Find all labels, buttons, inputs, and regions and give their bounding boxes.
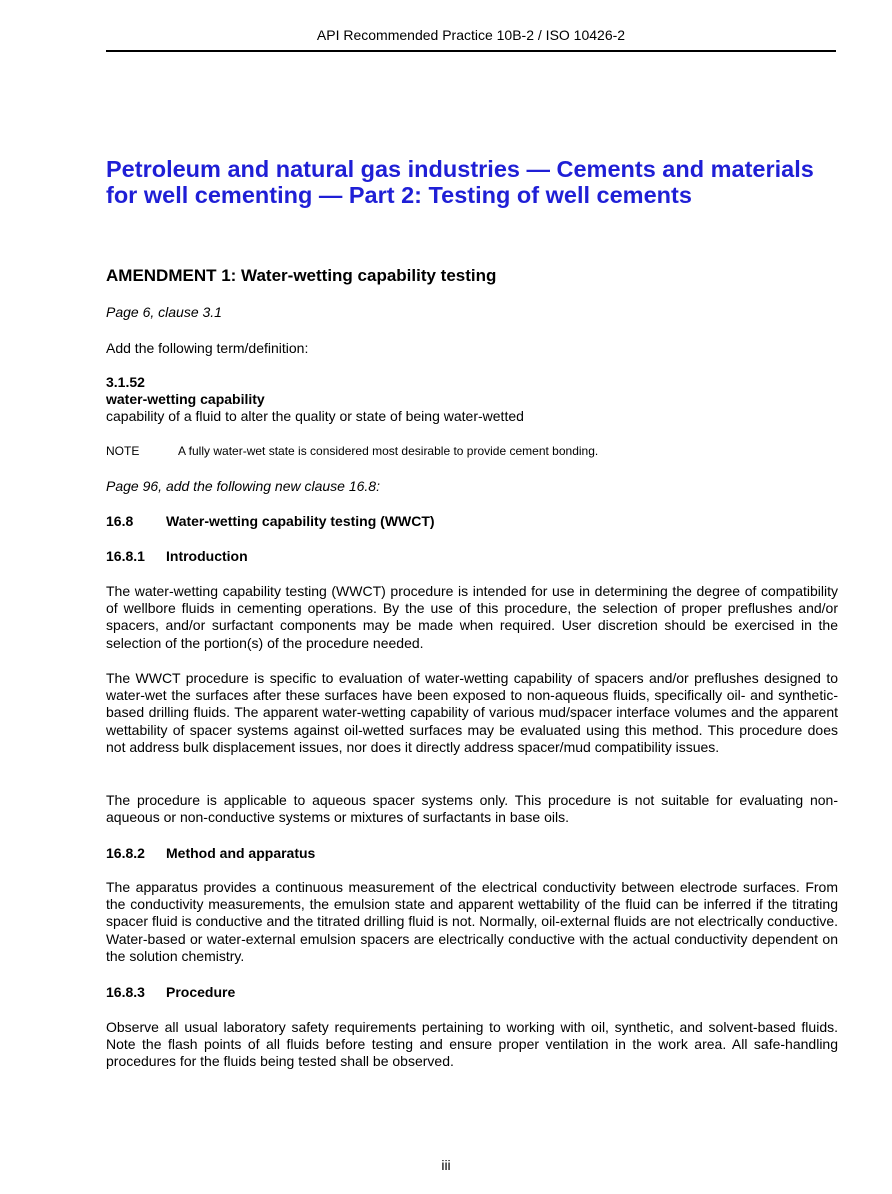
section-number: 16.8	[106, 513, 134, 529]
amendment-heading: AMENDMENT 1: Water-wetting capability testing	[106, 266, 497, 285]
document-title: Petroleum and natural gas industries — Cements and materials for well cementing — Part 2: Testing of well cements	[106, 156, 814, 208]
note-text: A fully water-wet state is considered most desirable to provide cement bonding.	[178, 444, 599, 458]
section-number: 16.8.3	[106, 984, 145, 1000]
note-label: NOTE	[106, 444, 140, 458]
paragraph-intro-3: The procedure is applicable to aqueous spacer systems only. This procedure is not suitable for evaluating non-aqueous or non-conductive systems or mixtures of surfactants in base oils.	[106, 792, 838, 826]
term-number: 3.1.52	[106, 374, 145, 390]
term-definition: capability of a fluid to alter the quality or state of being water-wetted	[106, 408, 524, 425]
section-number: 16.8.1	[106, 548, 145, 564]
paragraph-intro-1: The water-wetting capability testing (WWCT) procedure is intended for use in determining the degree of compatibility of wellbore fluids in cementing operations. By the use of this procedure, the selection of proper preflushes and/or spacers, and/or surfactant components may be made when required. User discretion should be exercised in the selection of the portion(s) of the procedure needed.	[106, 583, 838, 651]
section-heading-16-8-1	[106, 548, 838, 565]
section-title: Method and apparatus	[166, 845, 316, 861]
term-name: water-wetting capability	[106, 391, 265, 408]
running-header: API Recommended Practice 10B-2 / ISO 10426-2	[316, 27, 626, 43]
section-heading-16-8	[106, 513, 838, 530]
section-title: Introduction	[166, 548, 248, 564]
paragraph-procedure: Observe all usual laboratory safety requirements pertaining to working with oil, synthetic, and solvent-based fluids. Note the flash points of all fluids before testing and ensure proper ventilation in the work area. All safe-handling procedures for the fluids being tested shall be observed.	[106, 1019, 838, 1070]
header-rule	[106, 50, 836, 52]
section-title: Water-wetting capability testing (WWCT)	[166, 513, 435, 529]
location-reference-1: Page 6, clause 3.1	[106, 304, 222, 320]
section-heading-16-8-3	[106, 984, 838, 1001]
location-reference-2: Page 96, add the following new clause 16.8:	[106, 478, 380, 494]
paragraph-method: The apparatus provides a continuous measurement of the electrical conductivity between electrode surfaces. From the conductivity measurements, the emulsion state and apparent wettability of the fluid can be inferred if the titrating spacer fluid is conductive and the titrated drilling fluid is not. Normally, oil-external fluids are not electrically conductive. Water-based or water-external emulsion spacers are electrically conductive with the actual conductivity dependent on the solution chemistry.	[106, 879, 838, 964]
instruction-text: Add the following term/definition:	[106, 340, 309, 356]
section-number: 16.8.2	[106, 845, 145, 861]
term-entry	[106, 374, 838, 426]
note-block	[106, 444, 838, 458]
page-number: iii	[441, 1157, 451, 1173]
paragraph-intro-2: The WWCT procedure is specific to evaluation of water-wetting capability of spacers and/or preflushes designed to water-wet the surfaces after these surfaces have been exposed to non-aqueous fluids, specifically oil- and synthetic-based drilling fluids. The apparent water-wetting capability of various mud/spacer interface volumes and the apparent wettability of spacer systems against oil-wetted surfaces may be evaluated using this method. This procedure does not address bulk displacement issues, nor does it directly address spacer/mud compatibility issues.	[106, 670, 838, 755]
section-title: Procedure	[166, 984, 236, 1000]
section-heading-16-8-2	[106, 845, 838, 862]
